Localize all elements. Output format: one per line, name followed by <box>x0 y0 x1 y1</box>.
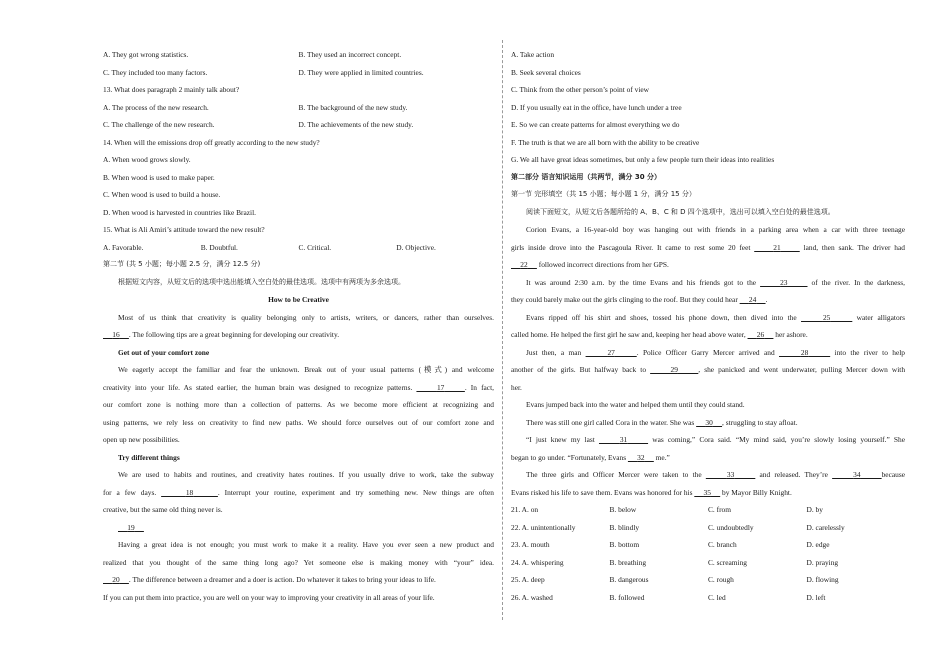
answer-option: 23. A. mouth <box>511 540 550 549</box>
option: C. The challenge of the new research. <box>103 120 215 129</box>
q12-options-row1 <box>103 46 494 64</box>
answer-option: D. by <box>806 505 823 514</box>
q13-options-row1 <box>103 99 494 117</box>
answer-option: D. flowing <box>806 575 839 584</box>
blank-24: 24 <box>748 295 757 304</box>
blank-28: 28 <box>800 347 809 357</box>
option: D. Objective. <box>396 242 436 252</box>
paragraph-line <box>103 519 494 537</box>
blank-18: 18 <box>185 487 194 497</box>
q15-options <box>103 239 494 257</box>
option: D. The achievements of the new study. <box>298 120 414 129</box>
option: A. They got wrong statistics. <box>103 50 189 59</box>
answer-option: B. dangerous <box>609 575 649 584</box>
section-heading: Try different things <box>118 452 180 462</box>
option: B. They used an incorrect concept. <box>298 50 402 59</box>
blank-30: 30 <box>705 417 713 427</box>
paragraph-line: began to go under. “Fortunately, Evans 32 me.” <box>511 452 670 462</box>
part-header: 第二部分 语言知识运用（共两节，满分 30 分） <box>511 172 662 181</box>
section-header: 第二节 (共 5 小题；每小题 2.5 分，满分 12.5 分) <box>103 260 261 268</box>
paragraph-line: 20 . The difference between a dreamer and a doer is action. Do whatever it takes to bring your ideas to life. <box>103 571 494 589</box>
option: C. When wood is used to build a house. <box>103 190 221 199</box>
passage-title: How to be Creative <box>268 295 329 304</box>
blank-32: 32 <box>637 452 645 462</box>
left-column <box>103 46 494 606</box>
blank-19: 19 <box>127 522 135 532</box>
option: B. When wood is used to make paper. <box>103 172 215 182</box>
paragraph-line: her. <box>511 382 522 392</box>
choice-option: A. Take action <box>511 50 555 59</box>
blank-25: 25 <box>822 312 831 322</box>
answer-option: C. branch <box>708 540 737 549</box>
option: A. The process of the new research. <box>103 102 209 112</box>
answer-option: D. left <box>806 592 826 602</box>
section-instructions: 根据短文内容，从短文后的选项中选出能填入空白处的最佳选项。选项中有两项为多余选项。 <box>118 277 405 286</box>
blank-33: 33 <box>726 470 735 479</box>
answer-option: 26. A. washed <box>511 592 553 602</box>
answer-option: B. bottom <box>609 540 640 549</box>
answer-row <box>511 554 905 572</box>
choice-option: D. If you usually eat in the office, have lunch under a tree <box>511 102 682 112</box>
paragraph-line: “I just knew my last 31 was coming,” Cora said. “My mind said, you’re slowly losing yourself.” She <box>526 435 905 444</box>
paragraph-line: for a few days. 18 . Interrupt your routine, experiment and try something new. New things are often <box>103 487 494 497</box>
answer-option: C. rough <box>708 575 734 584</box>
option: B. The background of the new study. <box>298 102 408 112</box>
choice-option: C. Think from the other person’s point of view <box>511 85 650 94</box>
blank-22: 22 <box>520 260 528 269</box>
paragraph-line: Evans jumped back into the water and helped them until they could stand. <box>526 400 745 409</box>
option: D. When wood is harvested in countries like Brazil. <box>103 207 256 217</box>
paragraph-line: Most of us think that creativity is quality belonging only to artists, writers, or dancers, rather than ourselves. <box>118 312 494 322</box>
paragraph-line: creative, but the same old thing never is. <box>103 505 223 514</box>
paragraph-line: realized that you thought of the same thing long ago? Yet someone else is making money with “your” idea. <box>103 557 494 567</box>
column-divider <box>502 40 503 620</box>
blank-21: 21 <box>773 242 781 252</box>
blank-16: 16 <box>112 330 120 339</box>
answer-option: 25. A. deep <box>511 575 545 584</box>
paragraph-line: We eagerly accept the familiar and fear the unknown. Break out of your usual patterns (模式) and welcome <box>118 365 494 374</box>
answer-option: B. followed <box>609 592 645 602</box>
paragraph-line: they could barely make out the girls clinging to the roof. But they could hear 24 . <box>511 295 768 304</box>
option: C. Critical. <box>298 242 332 252</box>
q15-stem: 15. What is Ali Amiri’s attitude toward the new result? <box>103 225 265 234</box>
q13-stem: 13. What does paragraph 2 mainly talk about? <box>103 85 240 94</box>
paragraph-line: There was still one girl called Cora in the water. She was 30 , struggling to stay afloat. <box>526 417 798 427</box>
answer-option: B. blindly <box>609 522 640 532</box>
paragraph-line: using patterns, we rely less on creativity to find new paths. We should force ourselves out of our comfort zone and <box>103 417 494 427</box>
paragraph-line: If you can put them into practice, you are well on your way to improving your creativity in all areas of your life. <box>103 592 435 602</box>
blank-35: 35 <box>703 487 711 497</box>
answer-option: B. breathing <box>609 557 647 567</box>
paragraph-line: 16 . The following tips are a great beginning for developing our creativity. <box>103 326 494 344</box>
blank-31: 31 <box>619 435 628 444</box>
q13-options-row2 <box>103 116 494 134</box>
paragraph-line: It was around 2:30 a.m. by the time Evans and his friends got to the 23 of the river. In the darkness, <box>526 277 905 287</box>
choice-option: E. So we can create patterns for almost everything we do <box>511 120 680 129</box>
option: A. Favorable. <box>103 242 144 252</box>
paragraph-line: creativity into your life. As stated earlier, the human brain was designed to recognize patterns. 17 . In fact, <box>103 382 494 392</box>
section-instructions: 阅读下面短文，从短文后各题所给的 A、B、C 和 D 四个选项中，选出可以填入空白处的最佳选项。 <box>526 207 835 216</box>
option: B. Doubtful. <box>200 242 238 252</box>
answer-option: C. screaming <box>708 557 747 567</box>
answer-row <box>511 536 905 554</box>
paragraph-line: open up new possibilities. <box>103 435 180 444</box>
blank-27: 27 <box>607 347 615 357</box>
answer-option: 21. A. on <box>511 505 539 514</box>
blank-23: 23 <box>780 277 788 287</box>
paragraph-line: another of the girls. But halfway back to 29 , she panicked and went underwater, pulling Mercer down with <box>511 365 906 374</box>
blank-29: 29 <box>670 365 678 374</box>
answer-option: C. from <box>708 505 731 514</box>
paragraph-line: called home. He helped the first girl he saw and, keeping her head above water, 26 her ashore. <box>511 330 808 339</box>
paragraph-line: our comfort zone is nothing more than a collection of patterns. As we become more efficient at recognizing and <box>103 400 494 409</box>
answer-option: 22. A. unintentionally <box>511 522 576 532</box>
answer-row <box>511 589 905 607</box>
paragraph-line: Just then, a man 27 . Police Officer Garry Mercer arrived and 28 into the river to help <box>526 347 905 357</box>
answer-row <box>511 501 905 519</box>
answer-row <box>511 519 905 537</box>
q12-options-row2 <box>103 64 494 82</box>
paragraph-line: We are used to habits and routines, and creativity hates routines. If you usually drive to work, take the subway <box>118 470 494 479</box>
choice-option: G. We all have great ideas sometimes, but only a few people turn their ideas into realities <box>511 155 775 164</box>
answer-option: D. carelessly <box>806 522 845 532</box>
paragraph-line: Corion Evans, a 16-year-old boy was hanging out with friends in a parking area when a car with three teenage <box>526 225 905 234</box>
section-heading: Get out of your comfort zone <box>118 347 210 357</box>
paragraph-line: Evans risked his life to save them. Evans was honored for his 35 by Mayor Billy Knight. <box>511 487 792 497</box>
paragraph-line: The three girls and Officer Mercer were taken to the 33 and released. They’re 34 because <box>526 470 905 479</box>
paragraph-line: 22 followed incorrect directions from her GPS. <box>511 256 905 274</box>
answer-option: D. praying <box>806 557 839 567</box>
option: A. When wood grows slowly. <box>103 155 191 164</box>
blank-17: 17 <box>436 382 445 392</box>
answer-option: C. undoubtedly <box>708 522 754 532</box>
paragraph-line: girls inside drove into the Pascagoula River. It came to rest some 20 feet 21 land, then sank. The driver had <box>511 242 905 252</box>
answer-option: B. below <box>609 505 637 514</box>
paragraph-line: Having a great idea is not enough; you must work to make it a reality. Have you ever seen a new product and <box>118 540 494 549</box>
choice-option: F. The truth is that we are all born with the ability to be creative <box>511 137 700 147</box>
option: D. They were applied in limited countries. <box>298 67 424 77</box>
right-column <box>511 46 905 606</box>
answer-option: C. led <box>708 592 726 602</box>
answer-option: D. edge <box>806 540 830 549</box>
answer-row <box>511 571 905 589</box>
answer-option: 24. A. whispering <box>511 557 564 567</box>
choice-option: B. Seek several choices <box>511 67 581 77</box>
blank-20: 20 <box>112 575 120 584</box>
q14-stem: 14. When will the emissions drop off greatly according to the new study? <box>103 137 320 147</box>
paragraph-line: Evans ripped off his shirt and shoes, tossed his phone down, then dived into the 25 water alligators <box>526 312 905 322</box>
blank-34: 34 <box>853 470 861 479</box>
section-header: 第一节 完形填空（共 15 小题；每小题 1 分，满分 15 分） <box>511 190 696 198</box>
option: C. They included too many factors. <box>103 67 208 77</box>
blank-26: 26 <box>756 330 765 339</box>
